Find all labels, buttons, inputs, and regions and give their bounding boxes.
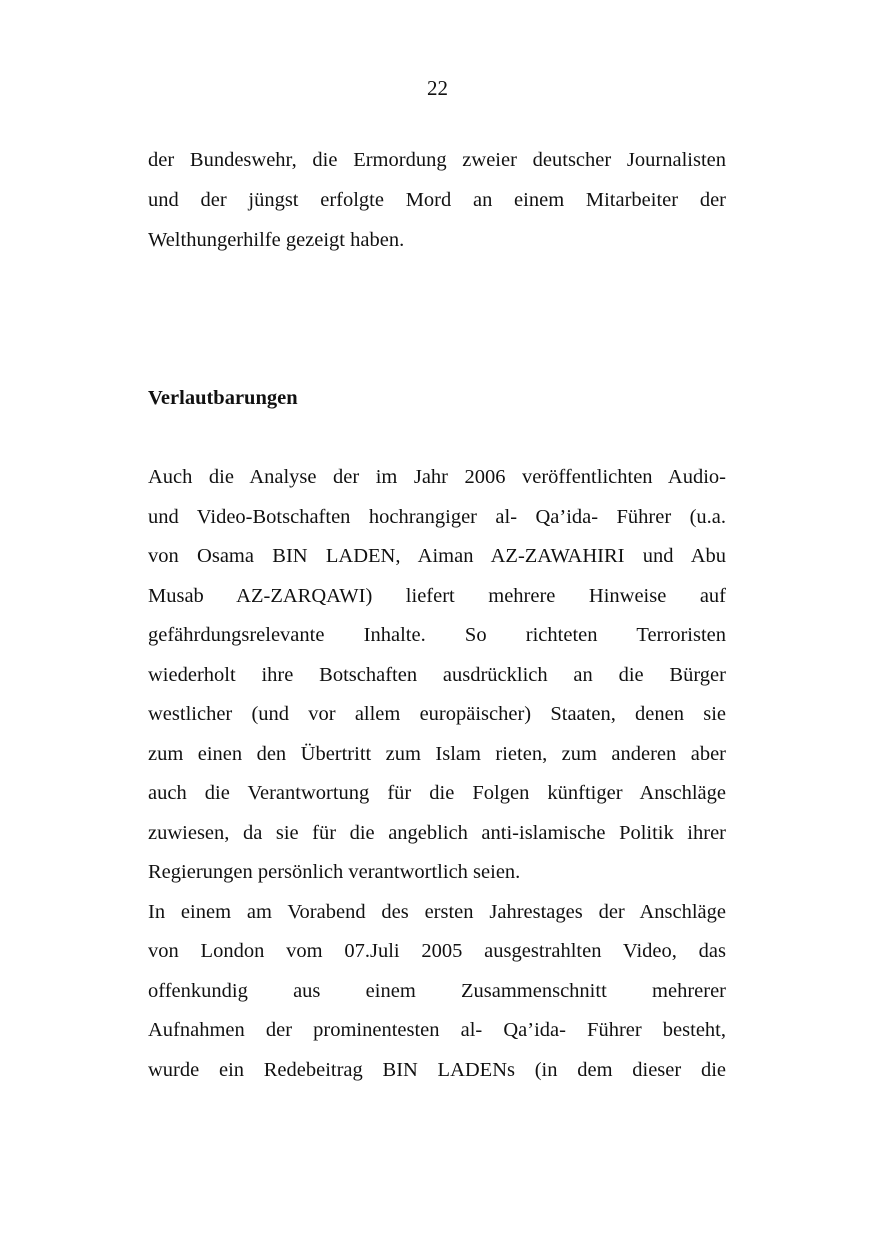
paragraph-line: Regierungen persönlich verantwortlich seien. <box>148 861 521 883</box>
paragraph-line: Aufnahmen der prominentesten al- Qa’ida- Führer besteht, <box>148 1019 726 1041</box>
paragraph-line: In einem am Vorabend des ersten Jahrestages der Anschläge <box>148 901 726 923</box>
paragraph-line: gefährdungsrelevante Inhalte. So richteten Terroristen <box>148 624 726 646</box>
paragraph-line: und Video-Botschaften hochrangiger al- Qa’ida- Führer (u.a. <box>148 506 726 528</box>
paragraph-line: zum einen den Übertritt zum Islam rieten, zum anderen aber <box>148 743 726 765</box>
paragraph-line: wurde ein Redebeitrag BIN LADENs (in dem dieser die <box>148 1059 726 1081</box>
intro-line: Welthungerhilfe gezeigt haben. <box>148 229 405 251</box>
section-heading: Verlautbarungen <box>148 387 298 409</box>
intro-line: der Bundeswehr, die Ermordung zweier deutscher Journalisten <box>148 149 726 171</box>
paragraph-line: offenkundig aus einem Zusammenschnitt mehrerer <box>148 980 726 1002</box>
paragraph-line: Musab AZ-ZARQAWI) liefert mehrere Hinweise auf <box>148 585 726 607</box>
paragraph-line: Auch die Analyse der im Jahr 2006 veröffentlichten Audio- <box>148 466 726 488</box>
page-number: 22 <box>427 76 448 100</box>
paragraph-line: westlicher (und vor allem europäischer) Staaten, denen sie <box>148 703 726 725</box>
paragraph-line: wiederholt ihre Botschaften ausdrücklich an die Bürger <box>148 664 726 686</box>
paragraph-line: auch die Verantwortung für die Folgen künftiger Anschläge <box>148 782 726 804</box>
paragraph-line: von Osama BIN LADEN, Aiman AZ-ZAWAHIRI und Abu <box>148 545 726 567</box>
intro-line: und der jüngst erfolgte Mord an einem Mitarbeiter der <box>148 189 726 211</box>
paragraph-line: zuwiesen, da sie für die angeblich anti-islamische Politik ihrer <box>148 822 726 844</box>
paragraph-line: von London vom 07.Juli 2005 ausgestrahlten Video, das <box>148 940 726 962</box>
